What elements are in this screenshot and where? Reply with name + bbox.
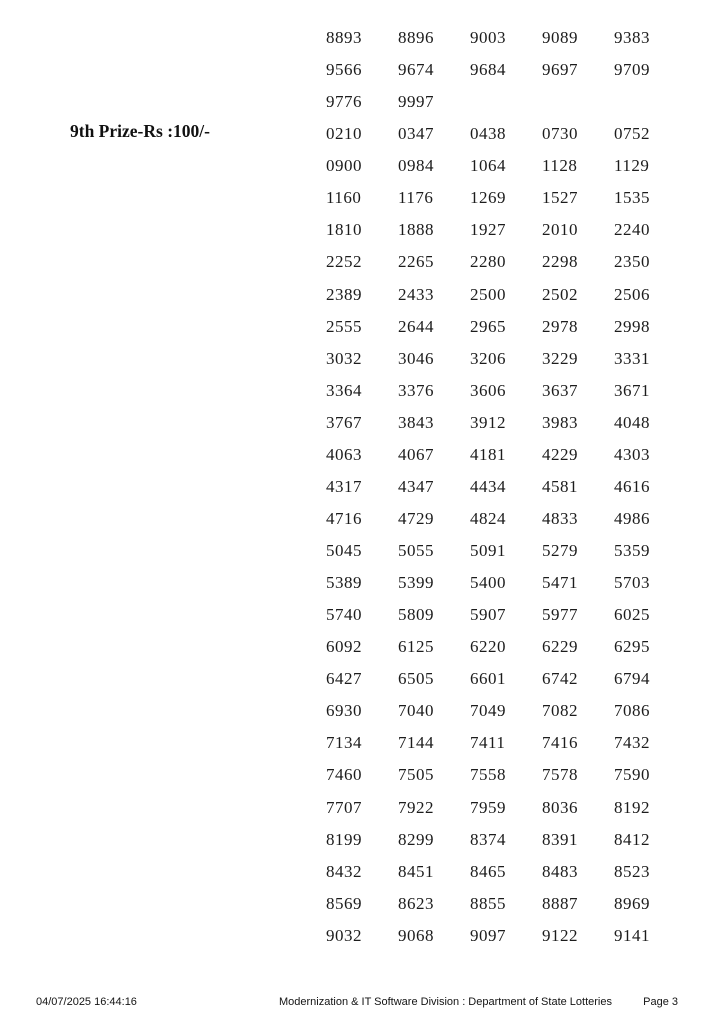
winning-number: 5809 xyxy=(398,605,434,625)
winning-number: 2644 xyxy=(398,316,434,336)
winning-number: 3983 xyxy=(542,412,578,432)
number-row xyxy=(326,439,686,471)
winning-number: 7590 xyxy=(614,765,650,785)
winning-number: 3767 xyxy=(326,412,362,432)
number-row xyxy=(326,888,686,920)
winning-number: 2265 xyxy=(398,252,434,272)
winning-number: 2555 xyxy=(326,316,362,336)
number-row xyxy=(326,54,686,86)
winning-number: 0210 xyxy=(326,124,362,144)
winning-number: 9141 xyxy=(614,925,650,945)
winning-number: 4229 xyxy=(542,444,578,464)
winning-number: 8036 xyxy=(542,797,578,817)
number-row xyxy=(326,182,686,214)
winning-number: 8451 xyxy=(398,861,434,881)
number-row xyxy=(326,311,686,343)
winning-number: 7959 xyxy=(470,797,506,817)
winning-number: 5703 xyxy=(614,573,650,593)
number-row xyxy=(326,343,686,375)
number-row xyxy=(326,150,686,182)
winning-number: 5091 xyxy=(470,541,506,560)
winning-number: 7411 xyxy=(470,733,506,753)
winning-number: 4434 xyxy=(470,476,506,496)
winning-number: 1176 xyxy=(398,188,434,208)
number-row xyxy=(326,856,686,888)
winning-number: 8299 xyxy=(398,829,434,849)
winning-number: 6794 xyxy=(614,669,650,689)
winning-number: 0347 xyxy=(398,124,434,144)
winning-number: 3843 xyxy=(398,412,434,432)
winning-number: 9684 xyxy=(470,60,506,80)
winning-number: 4347 xyxy=(398,476,434,496)
winning-number: 3364 xyxy=(326,380,362,400)
winning-number: 3671 xyxy=(614,380,650,400)
winning-number: 2978 xyxy=(542,316,578,336)
winning-number: 4067 xyxy=(398,444,434,464)
winning-number: 2433 xyxy=(398,284,434,304)
number-row xyxy=(326,535,686,567)
winning-number: 7086 xyxy=(614,701,650,721)
winning-number: 1128 xyxy=(542,156,578,176)
number-row xyxy=(326,375,686,407)
winning-number: 8855 xyxy=(470,893,506,913)
winning-number: 5399 xyxy=(398,573,434,593)
winning-number: 9089 xyxy=(542,28,578,47)
winning-number: 7049 xyxy=(470,701,506,721)
winning-number: 3206 xyxy=(470,348,506,368)
winning-number: 2965 xyxy=(470,316,506,336)
winning-number: 6295 xyxy=(614,637,650,657)
winning-number: 8893 xyxy=(326,28,362,47)
number-row xyxy=(326,695,686,727)
winning-number: 7922 xyxy=(398,797,434,817)
winning-number: 5977 xyxy=(542,605,578,625)
winning-number: 9383 xyxy=(614,28,650,47)
winning-number: 8483 xyxy=(542,861,578,881)
winning-number: 3046 xyxy=(398,348,434,368)
winning-number: 4616 xyxy=(614,476,650,496)
winning-number: 4581 xyxy=(542,476,578,496)
winning-number: 8391 xyxy=(542,829,578,849)
winning-number: 8432 xyxy=(326,861,362,881)
winning-number: 8623 xyxy=(398,893,434,913)
winning-number: 1527 xyxy=(542,188,578,208)
winning-number: 8374 xyxy=(470,829,506,849)
number-row xyxy=(326,22,686,54)
winning-number: 7505 xyxy=(398,765,434,785)
winning-number: 8523 xyxy=(614,861,650,881)
number-row xyxy=(326,214,686,246)
number-row xyxy=(326,471,686,503)
number-row xyxy=(326,792,686,824)
winning-number: 9997 xyxy=(398,92,434,112)
winning-number: 0730 xyxy=(542,124,578,144)
winning-number: 6092 xyxy=(326,637,362,657)
winning-number: 2998 xyxy=(614,316,650,336)
winning-number: 8465 xyxy=(470,861,506,881)
winning-number: 0984 xyxy=(398,156,434,176)
winning-number: 8969 xyxy=(614,893,650,913)
winning-number: 0900 xyxy=(326,156,362,176)
winning-number: 9674 xyxy=(398,60,434,80)
winning-number: 5279 xyxy=(542,541,578,560)
winning-number: 2389 xyxy=(326,284,362,304)
winning-number: 9003 xyxy=(470,28,506,47)
winning-number: 8887 xyxy=(542,893,578,913)
winning-number: 6229 xyxy=(542,637,578,657)
winning-number: 4716 xyxy=(326,508,362,528)
winning-number: 8896 xyxy=(398,28,434,47)
winning-number: 6025 xyxy=(614,605,650,625)
winning-number: 5055 xyxy=(398,541,434,560)
winning-number: 5471 xyxy=(542,573,578,593)
winning-number: 1160 xyxy=(326,188,362,208)
winning-number: 7416 xyxy=(542,733,578,753)
number-row xyxy=(326,279,686,311)
number-row xyxy=(326,599,686,631)
winning-number: 2280 xyxy=(470,252,506,272)
number-row xyxy=(326,567,686,599)
winning-number: 6220 xyxy=(470,637,506,657)
winning-number: 4048 xyxy=(614,412,650,432)
winning-number: 8199 xyxy=(326,829,362,849)
winning-number: 1810 xyxy=(326,220,362,240)
winning-number: 8192 xyxy=(614,797,650,817)
winning-number: 5045 xyxy=(326,541,362,560)
number-row xyxy=(326,407,686,439)
footer-page-number: Page 3 xyxy=(643,996,678,1008)
winning-number: 7460 xyxy=(326,765,362,785)
winning-number: 6930 xyxy=(326,701,362,721)
number-row xyxy=(326,118,686,150)
winning-number: 8569 xyxy=(326,893,362,913)
winning-number: 4824 xyxy=(470,508,506,528)
winning-number: 2010 xyxy=(542,220,578,240)
winning-number: 2252 xyxy=(326,252,362,272)
winning-number: 6427 xyxy=(326,669,362,689)
winning-number: 4317 xyxy=(326,476,362,496)
winning-number: 6601 xyxy=(470,669,506,689)
winning-number: 6505 xyxy=(398,669,434,689)
winning-number: 9566 xyxy=(326,60,362,80)
winning-number: 4986 xyxy=(614,508,650,528)
winning-number: 2298 xyxy=(542,252,578,272)
winning-number: 5740 xyxy=(326,605,362,625)
winning-number: 7144 xyxy=(398,733,434,753)
winning-number: 7040 xyxy=(398,701,434,721)
winning-number: 1129 xyxy=(614,156,650,176)
footer-datetime: 04/07/2025 16:44:16 xyxy=(36,996,137,1008)
winning-number: 9122 xyxy=(542,925,578,945)
winning-number: 5359 xyxy=(614,541,650,560)
winning-number: 0438 xyxy=(470,124,506,144)
winning-number: 1888 xyxy=(398,220,434,240)
winning-number: 4181 xyxy=(470,444,506,464)
number-row xyxy=(326,920,686,952)
page-footer xyxy=(0,996,724,1012)
winning-number: 9697 xyxy=(542,60,578,80)
winning-number: 9776 xyxy=(326,92,362,112)
number-row xyxy=(326,86,686,118)
winning-number: 2502 xyxy=(542,284,578,304)
winning-number: 5400 xyxy=(470,573,506,593)
number-row xyxy=(326,663,686,695)
number-row xyxy=(326,727,686,759)
winning-number: 3331 xyxy=(614,348,650,368)
winning-number: 9032 xyxy=(326,925,362,945)
winning-number: 1927 xyxy=(470,220,506,240)
winning-number: 7134 xyxy=(326,733,362,753)
winning-number: 3229 xyxy=(542,348,578,368)
winning-number: 7082 xyxy=(542,701,578,721)
winning-number: 7707 xyxy=(326,797,362,817)
winning-number: 2500 xyxy=(470,284,506,304)
winning-number: 9709 xyxy=(614,60,650,80)
winning-number: 3912 xyxy=(470,412,506,432)
winning-number: 4729 xyxy=(398,508,434,528)
winning-number: 9097 xyxy=(470,925,506,945)
winning-number: 0752 xyxy=(614,124,650,144)
footer-division: Modernization & IT Software Division : Department of State Lotteries xyxy=(278,996,612,1008)
prize-label: 9th Prize-Rs :100/- xyxy=(70,121,210,141)
winning-number: 2350 xyxy=(614,252,650,272)
winning-number: 3376 xyxy=(398,380,434,400)
winning-number: 1064 xyxy=(470,156,506,176)
winning-number: 6742 xyxy=(542,669,578,689)
number-row xyxy=(326,759,686,791)
winning-number: 4303 xyxy=(614,444,650,464)
winning-number: 5389 xyxy=(326,573,362,593)
winning-number: 3606 xyxy=(470,380,506,400)
number-row xyxy=(326,824,686,856)
winning-number: 3637 xyxy=(542,380,578,400)
winning-number: 1535 xyxy=(614,188,650,208)
number-row xyxy=(326,246,686,278)
winning-number: 7432 xyxy=(614,733,650,753)
winning-number: 4063 xyxy=(326,444,362,464)
winning-number: 5907 xyxy=(470,605,506,625)
winning-number: 3032 xyxy=(326,348,362,368)
winning-number: 2240 xyxy=(614,220,650,240)
winning-number: 2506 xyxy=(614,284,650,304)
winning-number: 9068 xyxy=(398,925,434,945)
winning-number: 8412 xyxy=(614,829,650,849)
number-row xyxy=(326,503,686,535)
winning-number: 6125 xyxy=(398,637,434,657)
number-row xyxy=(326,631,686,663)
winning-number: 7558 xyxy=(470,765,506,785)
winning-numbers-grid xyxy=(326,22,686,952)
winning-number: 4833 xyxy=(542,508,578,528)
winning-number: 7578 xyxy=(542,765,578,785)
winning-number: 1269 xyxy=(470,188,506,208)
